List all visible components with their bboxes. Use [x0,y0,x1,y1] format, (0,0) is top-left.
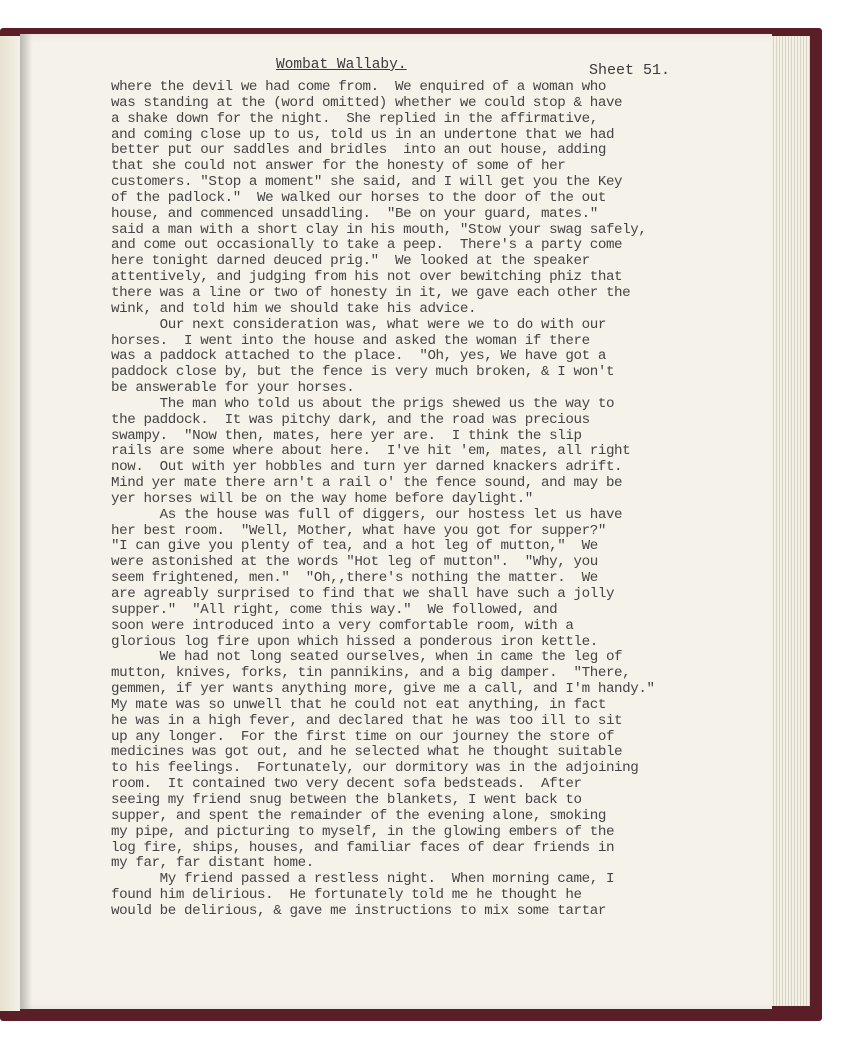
sheet-number: Sheet 51. [589,62,671,79]
text-line: medicines was got out, and he selected what he thought suitable [111,744,623,761]
typed-text-body [111,80,761,920]
text-line: swampy. "Now then, mates, here yer are. I think the slip [111,427,582,444]
text-line: customers. "Stop a moment" she said, and I will get you the Key [111,174,623,191]
text-line: wink, and told him we should take his advice. [111,300,477,317]
text-line: be answerable for your horses. [111,380,355,397]
text-line: gemmen, if yer wants anything more, give me a call, and I'm handy." [111,681,655,698]
text-line: My mate was so unwell that he could not eat anything, in fact [111,696,606,713]
text-line: said a man with a short clay in his mouth, "Stow your swag safely, [111,221,647,238]
text-line: We had not long seated ourselves, when in came the leg of [111,649,623,666]
text-line: here tonight darned deuced prig." We looked at the speaker [111,253,590,270]
text-line: log fire, ships, houses, and familiar faces of dear friends in [111,839,615,856]
text-line: soon were introduced into a very comfortable room, with a [111,617,574,634]
text-line: was standing at the (word omitted) whether we could stop & have [111,94,623,111]
text-line: and coming close up to us, told us in an undertone that we had [111,126,615,143]
text-line: house, and commenced unsaddling. "Be on your guard, mates." [111,205,598,222]
text-line: are agreably surprised to find that we shall have such a jolly [111,586,615,602]
text-line: and come out occasionally to take a peep. There's a party come [111,237,623,254]
text-line: The man who told us about the prigs shewed us the way to [111,395,615,412]
text-line: "I can give you plenty of tea, and a hot leg of mutton," We [111,538,598,555]
text-line: now. Out with yer hobbles and turn yer darned knackers adrift. [111,459,623,476]
text-line: of the padlock." We walked our horses to the door of the out [111,189,606,206]
text-line: supper." "All right, come this way." We followed, and [111,601,558,618]
text-line: My friend passed a restless night. When morning came, I [111,871,615,888]
text-line: were astonished at the words "Hot leg of mutton". "Why, you [111,554,598,571]
text-line: to his feelings. Fortunately, our dormitory was in the adjoining [111,760,639,777]
text-line: mutton, knives, forks, tin pannikins, and a big damper. "There, [111,665,631,682]
text-line: better put our saddles and bridles into an out house, adding [111,142,606,159]
page-edges [768,36,810,1006]
text-line: my far, far distant home. [111,855,314,872]
text-line: that she could not answer for the honesty of some of her [111,158,566,175]
text-line: was a paddock attached to the place. "Oh, yes, We have got a [111,348,606,365]
text-line: room. It contained two very decent sofa bedsteads. After [111,776,582,793]
text-line: up any longer. For the first time on our journey the store of [111,728,615,745]
text-line: horses. I went into the house and asked the woman if there [111,332,590,349]
text-line: there was a line or two of honesty in it, we gave each other the [111,284,631,301]
text-line: a shake down for the night. She replied in the affirmative, [111,110,598,127]
text-line: would be delirious, & gave me instructions to mix some tartar [111,902,606,919]
text-line: supper, and spent the remainder of the evening alone, smoking [111,807,606,824]
text-line: her best room. "Well, Mother, what have you got for supper?" [111,522,606,539]
text-line: seeing my friend snug between the blankets, I went back to [111,791,582,808]
text-line: where the devil we had come from. We enquired of a woman who [111,79,606,95]
text-line: seem frightened, men." "Oh,,there's nothing the matter. We [111,570,598,587]
text-line: Mind yer mate there arn't a rail o' the fence sound, and may be [111,475,623,492]
text-line: yer horses will be on the way home before daylight." [111,490,533,507]
text-line: attentively, and judging from his not over bewitching phiz that [111,269,623,286]
text-line: paddock close by, but the fence is very much broken, & I won't [111,364,615,381]
text-line: Our next consideration was, what were we to do with our [111,316,606,333]
text-line: found him delirious. He fortunately told me he thought he [111,887,582,904]
text-line: my pipe, and picturing to myself, in the glowing embers of the [111,823,615,840]
text-line: the paddock. It was pitchy dark, and the road was precious [111,411,590,428]
text-line: As the house was full of diggers, our hostess let us have [111,506,623,523]
text-line: he was in a high fever, and declared that he was too ill to sit [111,712,623,729]
page-gutter-shadow [20,34,32,1009]
text-line: rails are some where about here. I've hit 'em, mates, all right [111,443,631,460]
document-title: Wombat Wallaby. [276,57,407,73]
facing-page-edge [0,36,20,1011]
text-line: glorious log fire upon which hissed a ponderous iron kettle. [111,633,598,650]
